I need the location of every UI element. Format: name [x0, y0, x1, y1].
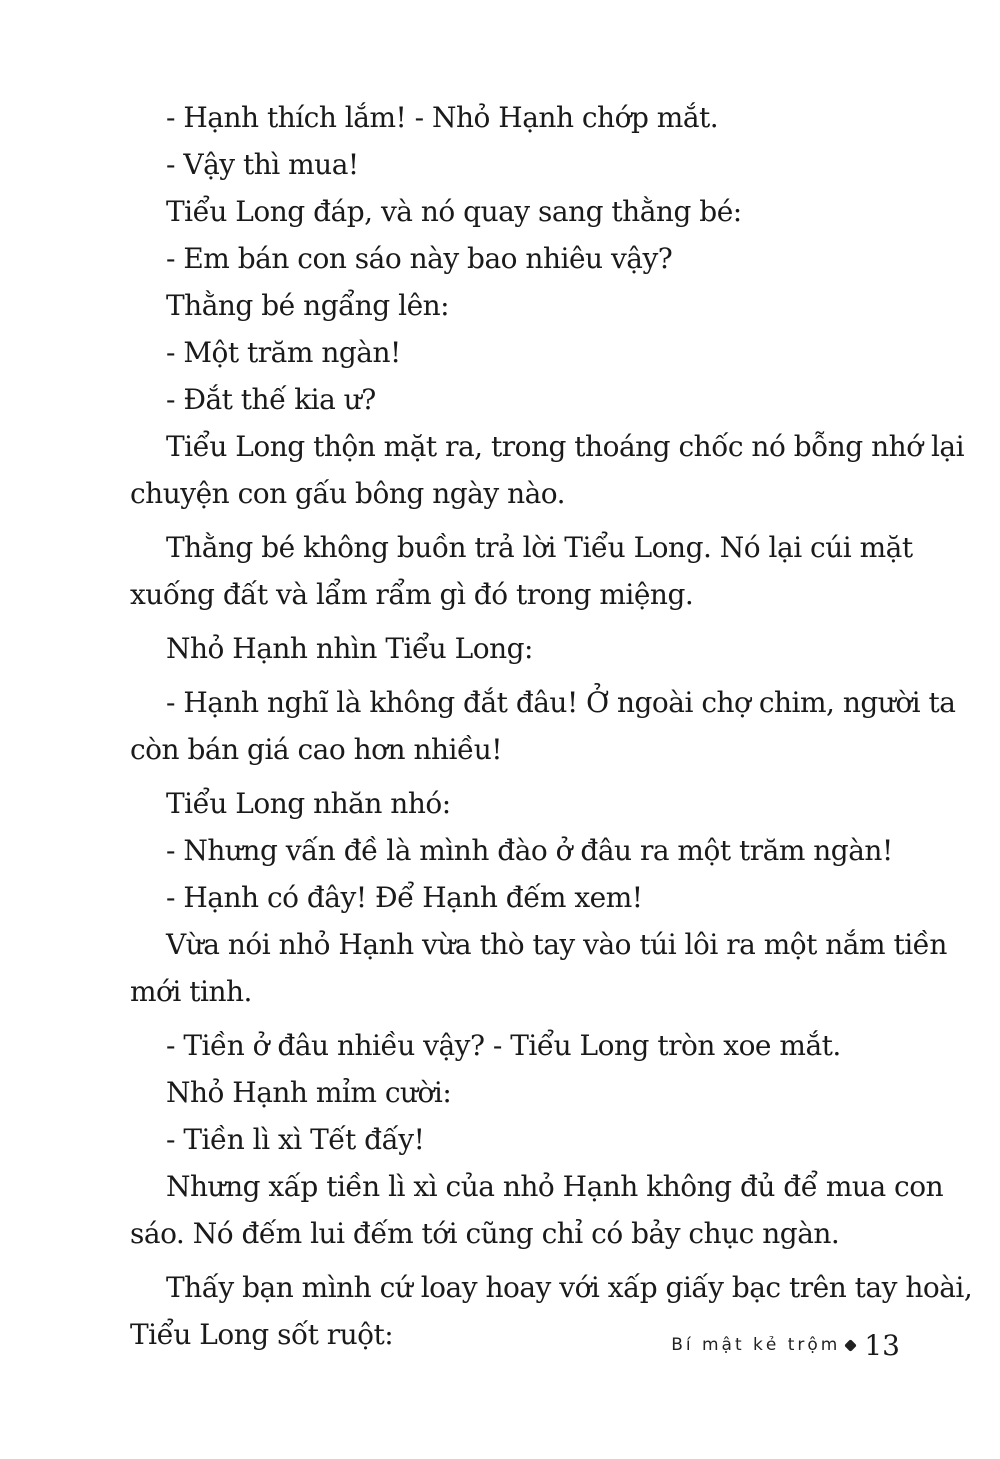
paragraph-line: Nhỏ Hạnh mỉm cười: — [166, 1076, 452, 1109]
paragraph-line: - Một trăm ngàn! — [166, 336, 401, 369]
paragraph-line: Tiểu Long sốt ruột: — [130, 1318, 394, 1351]
paragraph-line: Thấy bạn mình cứ loay hoay với xấp giấy bạc trên tay hoài, — [166, 1271, 973, 1304]
paragraph-line: mới tinh. — [130, 975, 252, 1008]
paragraph-line: - Vậy thì mua! — [166, 148, 359, 181]
body-text — [130, 94, 973, 1358]
paragraph-line: - Hạnh có đây! Để Hạnh đếm xem! — [166, 881, 643, 914]
paragraph-line: - Hạnh thích lắm! - Nhỏ Hạnh chớp mắt. — [166, 101, 719, 134]
paragraph-line: Thằng bé ngẩng lên: — [166, 289, 450, 322]
paragraph-line: sáo. Nó đếm lui đếm tới cũng chỉ có bảy chục ngàn. — [130, 1217, 840, 1250]
paragraph-line: Thằng bé không buồn trả lời Tiểu Long. Nó lại cúi mặt — [166, 531, 913, 564]
paragraph-line: - Tiền ở đâu nhiều vậy? - Tiểu Long tròn xoe mắt. — [166, 1029, 841, 1062]
paragraph-line: còn bán giá cao hơn nhiều! — [130, 733, 502, 766]
paragraph-line: - Nhưng vấn đề là mình đào ở đâu ra một trăm ngàn! — [166, 834, 893, 867]
paragraph-line: Tiểu Long thộn mặt ra, trong thoáng chốc nó bỗng nhớ lại — [166, 430, 965, 463]
paragraph-line: - Đắt thế kia ư? — [166, 383, 376, 416]
paragraph-line: - Hạnh nghĩ là không đắt đâu! Ở ngoài chợ chim, người ta — [166, 686, 956, 719]
paragraph-line: Nhỏ Hạnh nhìn Tiểu Long: — [166, 632, 533, 665]
page-number: 13 — [864, 1328, 900, 1362]
page-footer — [640, 1330, 900, 1360]
book-title: Bí mật kẻ trộm — [671, 1335, 841, 1355]
paragraph-line: Vừa nói nhỏ Hạnh vừa thò tay vào túi lôi ra một nắm tiền — [166, 928, 947, 961]
paragraph-line: chuyện con gấu bông ngày nào. — [130, 477, 566, 510]
paragraph-line: - Tiền lì xì Tết đấy! — [166, 1123, 425, 1156]
bullet-icon — [844, 1339, 857, 1352]
paragraph-line: Nhưng xấp tiền lì xì của nhỏ Hạnh không đủ để mua con — [166, 1170, 944, 1203]
paragraph-line: Tiểu Long đáp, và nó quay sang thằng bé: — [166, 195, 742, 228]
paragraph-line: Tiểu Long nhăn nhó: — [166, 787, 451, 820]
paragraph-line: - Em bán con sáo này bao nhiêu vậy? — [166, 242, 673, 275]
paragraph-line: xuống đất và lẩm rẩm gì đó trong miệng. — [130, 578, 694, 611]
